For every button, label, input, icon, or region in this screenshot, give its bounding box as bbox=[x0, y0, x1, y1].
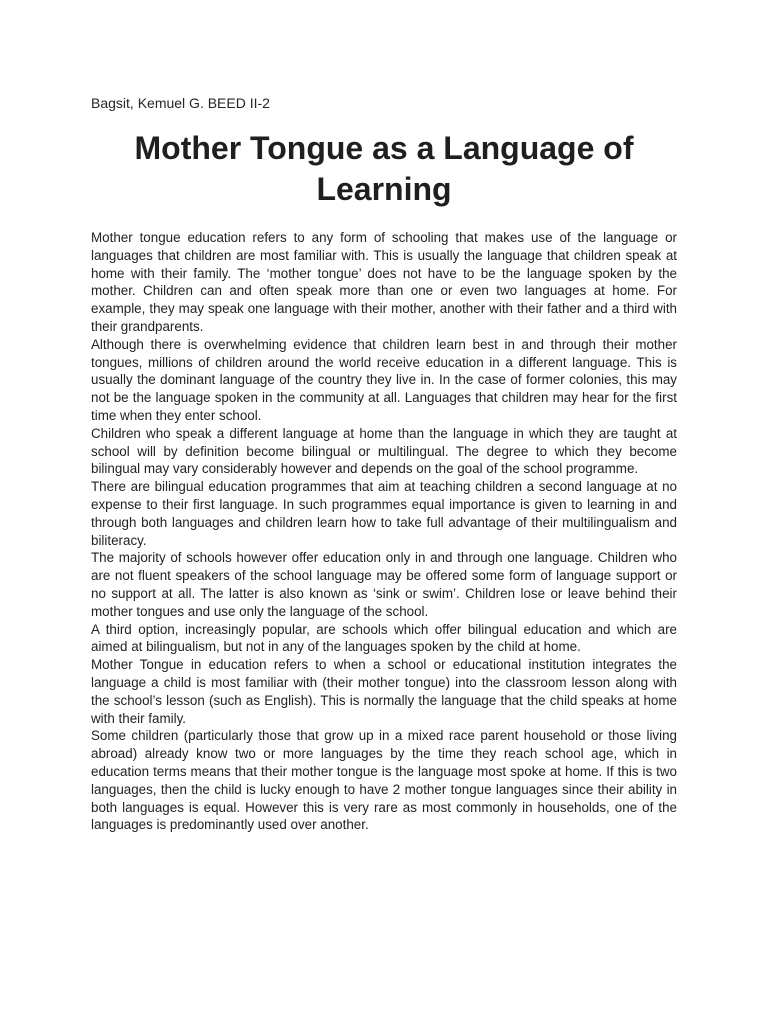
author-line: Bagsit, Kemuel G. BEED II-2 bbox=[91, 95, 270, 111]
paragraph: Although there is overwhelming evidence that children learn best in and through their mother tongues, millions of children around the world receive education in a different language. This is usually the dominant language of the country they live in. In the case of former colonies, this may not be the language spoken in the community at all. Languages that children may hear for the first time when they enter school. bbox=[91, 336, 677, 423]
paragraph: Some children (particularly those that grow up in a mixed race parent household or those living abroad) already know two or more languages by the time they reach school age, which in education terms means that their mother tongue is the language most spoke at home. If this is two languages, then the child is lucky enough to have 2 mother tongue languages since their ability in both languages is equal. However this is very rare as most commonly in households, one of the languages is predominantly used over another. bbox=[91, 728, 677, 833]
paragraph: Children who speak a different language at home than the language in which they are taught at school will by definition become bilingual or multilingual. The degree to which they become bilingual may vary considerably however and depends on the goal of the school programme. bbox=[91, 425, 677, 477]
paragraph: A third option, increasingly popular, are schools which offer bilingual education and which are aimed at bilingualism, but not in any of the languages spoken by the child at home. bbox=[91, 621, 677, 655]
paragraph: The majority of schools however offer education only in and through one language. Children who are not fluent speakers of the school language may be offered some form of language support or no support at all. The latter is also known as ‘sink or swim’. Children lose or leave behind their mother tongues and use only the language of the school. bbox=[91, 550, 677, 619]
document-title: Mother Tongue as a Language of Learning bbox=[134, 130, 634, 207]
document-body bbox=[91, 229, 677, 834]
paragraph: Mother tongue education refers to any form of schooling that makes use of the language or languages that children are most familiar with. This is usually the language that children speak at home with their family. The ‘mother tongue’ does not have to be the language spoken by the mother. Children can and often speak more than one or even two languages at home. For example, they may speak one language with their mother, another with their father and a third with their grandparents. bbox=[91, 230, 677, 334]
paragraph: There are bilingual education programmes that aim at teaching children a second language at no expense to their first language. In such programmes equal importance is given to learning in and through both languages and children learn how to take full advantage of their multilingualism and biliteracy. bbox=[91, 479, 677, 548]
paragraph: Mother Tongue in education refers to when a school or educational institution integrates the language a child is most familiar with (their mother tongue) into the classroom lesson along with the school’s lesson (such as English). This is normally the language that the child speaks at home with their family. bbox=[91, 657, 677, 726]
